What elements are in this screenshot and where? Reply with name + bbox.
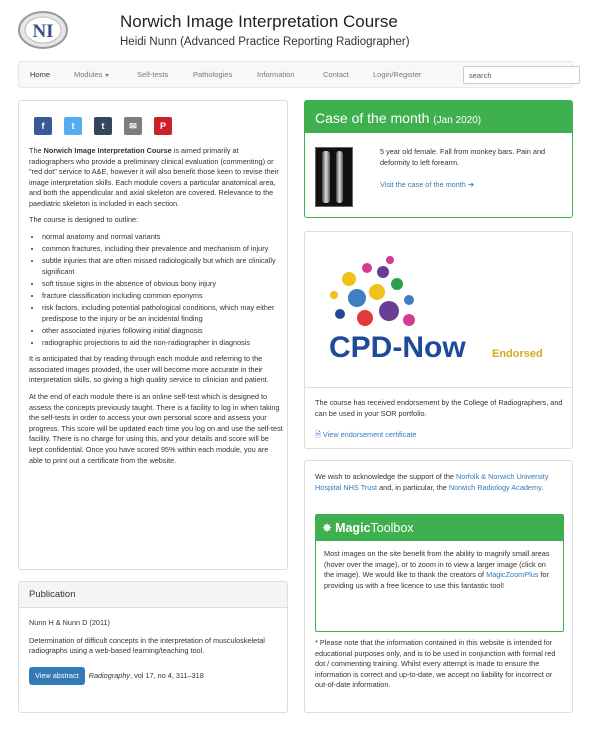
list-item: • subtle injuries that are often missed radiologically but which are clinically significant (42, 256, 283, 277)
site-title: Norwich Image Interpretation Course (120, 12, 398, 31)
acknowledgement-text (315, 472, 565, 493)
nav-contact[interactable]: Contact (323, 70, 349, 79)
tumblr-share-icon[interactable]: t (94, 117, 112, 135)
nav-information[interactable]: Information (257, 70, 295, 79)
anticipation-paragraph: It is anticipated that by reading through each module and referring to the associated images provided, the user will become more accurate in their interpretation skills, so giving a high quality service to clinician and patient. (29, 354, 269, 385)
ack-end: . (541, 482, 544, 492)
nnuh-link[interactable]: Norfolk & Norwich University Hospital NHS Trust (315, 472, 549, 492)
nav-home[interactable]: Home (30, 70, 51, 79)
magic-text-post: for providing us with a free licence to use this fantastic tool! (324, 570, 549, 590)
email-share-icon[interactable]: ✉ (124, 117, 142, 135)
case-of-month-panel (304, 100, 573, 218)
publication-citation: Nunn H & Nunn D (2011) (29, 618, 110, 627)
journal-ref: , vol 17, no 4, 311–318 (130, 670, 204, 680)
list-item: • common fractures, including their prevalence and mechanism of injury (42, 244, 283, 255)
site-subtitle: Heidi Nunn (Advanced Practice Reporting Radiographer) (120, 36, 410, 48)
list-item: • radiographic projections to aid the non-radiographer in diagnosis (42, 338, 283, 349)
magic-text-pre: Most images on the site benefit from the ability to magnify small areas (hover over the image), or to zoom in to view a larger image (click on the image). We would like to thank the creators of (324, 549, 550, 580)
magictoolbox-logo[interactable] (316, 515, 563, 541)
list-item: • other associated injuries following initial diagnosis (42, 326, 283, 337)
magic-brand-bold: Magic (335, 521, 371, 535)
svg-text:NI: NI (32, 21, 54, 42)
endorsement-certificate-link[interactable] (315, 430, 416, 440)
site-logo[interactable] (17, 8, 69, 52)
magic-brand-light: Toolbox (370, 521, 414, 535)
list-item: • risk factors, including potential pathological conditions, which may either predispose to the injury or be an incidental finding (42, 303, 283, 324)
nav-login-register[interactable]: Login/Register (373, 70, 422, 79)
radiology-academy-link[interactable]: Norwich Radiology Academy (448, 482, 542, 492)
case-of-month-heading (305, 101, 572, 133)
magictoolbox-text (316, 541, 563, 599)
main-navbar (18, 61, 573, 88)
facebook-share-icon[interactable]: f (34, 117, 52, 135)
magic-star-icon: ✸ (322, 521, 333, 535)
case-xray-thumbnail[interactable] (315, 147, 353, 207)
case-heading-text: Case of the month (315, 110, 430, 126)
acknowledgement-panel (304, 460, 573, 713)
pinterest-share-icon[interactable]: P (154, 117, 172, 135)
ack-mid: and, in particular, the (377, 482, 449, 492)
cpd-now-logo (305, 232, 572, 388)
publication-ref-row (29, 667, 277, 685)
cpd-now-text: CPD-Now (329, 331, 466, 364)
publication-heading: Publication (19, 582, 287, 608)
journal-name: Radiography (88, 670, 131, 680)
twitter-share-icon[interactable]: t (64, 117, 82, 135)
cpd-endorsed-text: Endorsed (492, 348, 543, 360)
outline-list (29, 232, 283, 348)
search-input[interactable] (463, 66, 580, 84)
outline-heading: The course is designed to outline: (29, 215, 139, 225)
case-description: 5 year old female. Fall from monkey bars. Pain and deformity to left forearm. (380, 147, 546, 167)
intro-panel (18, 100, 288, 570)
disclaimer-text: * Please note that the information contained in this website is intended for educational purposes only, and is to be used in conjunction with formal red dot / commenting training. Whilst every attempt is made to ensure the information is correct and up-to-date, we accept no liability for incorrect or out-of-date information. (315, 638, 556, 690)
ack-lead: We wish to acknowledge the support of the (315, 472, 457, 481)
intro-lead: The (29, 146, 44, 155)
case-date: (Jan 2020) (433, 115, 482, 126)
nav-modules-dropdown[interactable] (74, 70, 109, 81)
list-item: • fracture classification including common eponyms (42, 291, 283, 302)
publication-panel (18, 581, 288, 713)
magiczoomplus-link[interactable]: MagicZoomPlus (486, 570, 539, 580)
intro-rest: is aimed primarily at radiographers who provide a preliminary clinical evaluation (commenting) or "red dot" service to A&E, however it will also benefit those keen to revise their image interpretation skills. Each module covers a particular anatomical area, and both the appendicular and axial skeleton are covered. Relevance to the paediatric skeleton is included in each section. (29, 146, 279, 208)
nav-modules-label: Modules (74, 70, 103, 79)
cpd-panel (304, 231, 573, 449)
document-icon: 🗎 (315, 430, 323, 439)
nav-self-tests[interactable]: Self-tests (137, 70, 169, 79)
intro-paragraph (29, 146, 283, 209)
nav-pathologies[interactable]: Pathologies (193, 70, 233, 79)
visit-case-link[interactable]: Visit the case of the month ➔ (380, 180, 474, 189)
caret-down-icon (105, 74, 109, 77)
self-test-paragraph: At the end of each module there is an online self-test which is designed to assess the concepts previously taught. There is a facility to log in when taking the self-tests in order to access your own personal score and assess your progress. This score will be updated each time you log on and use the self-test facility. There is no charge for using this, and your details and score will be kept confidential. Once you have scored 95% within each module, you are able to print out a certificate from the website. (29, 392, 283, 465)
publication-title: Determination of difficult concepts in the interpretation of musculoskeletal radiographs using a web-based learning/teaching tool. (29, 636, 265, 656)
endorsement-link-label: View endorsement certificate (322, 430, 417, 439)
list-item: • normal anatomy and normal variants (42, 232, 283, 243)
cpd-description: The course has received endorsement by the College of Radiographers, and can be used in your SOR portfolio. (315, 398, 563, 418)
intro-text (29, 146, 283, 472)
list-item: • soft tissue signs in the absence of obvious bony injury (42, 279, 283, 290)
magictoolbox-box (315, 514, 564, 632)
site-header (0, 0, 603, 60)
view-abstract-button[interactable]: View abstract (29, 667, 85, 685)
course-name: Norwich Image Interpretation Course (43, 146, 172, 155)
